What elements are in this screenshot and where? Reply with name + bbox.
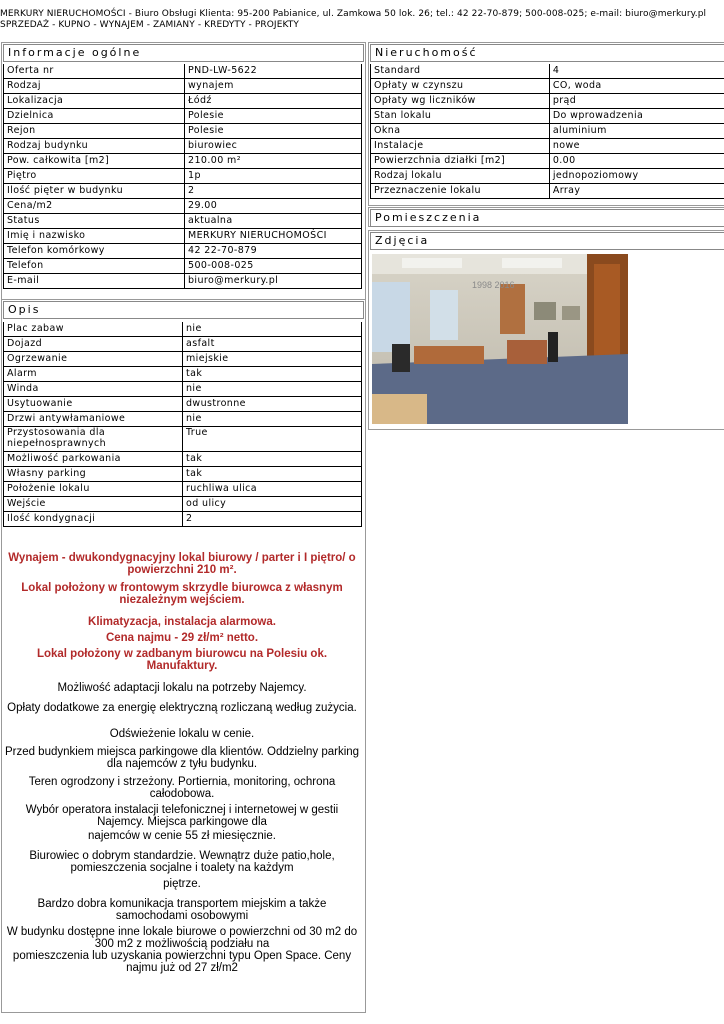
- opis-label: Winda: [3, 382, 183, 397]
- opis-value: ruchliwa ulica: [183, 482, 362, 497]
- description-paragraph: Przed budynkiem miejsca parkingowe dla klientów. Oddzielny parking dla najemców z tyłu budynku.: [4, 746, 360, 770]
- general-row: [3, 199, 362, 214]
- general-label: Rodzaj: [3, 79, 185, 94]
- general-label: Piętro: [3, 169, 185, 184]
- property-title: Nieruchomość: [370, 44, 724, 62]
- description-paragraph: Opłaty dodatkowe za energię elektryczną rozliczaną według zużycia.: [7, 702, 357, 714]
- opis-label: Przystosowania dla niepełnosprawnych: [3, 427, 183, 452]
- property-label: Okna: [370, 124, 550, 139]
- general-row: [3, 64, 362, 79]
- opis-row: [3, 322, 362, 337]
- description-paragraph: najemców w cenie 55 zł miesięcznie.: [88, 830, 276, 842]
- general-row: [3, 274, 362, 289]
- property-label: Standard: [370, 64, 550, 79]
- property-value: aluminium: [550, 124, 724, 139]
- opis-value: 2: [183, 512, 362, 527]
- general-row: [3, 184, 362, 199]
- general-row: [3, 109, 362, 124]
- property-label: Rodzaj lokalu: [370, 169, 550, 184]
- description-paragraph: Bardzo dobra komunikacja transportem miejskim a także samochodami osobowymi: [37, 898, 327, 922]
- general-label: E-mail: [3, 274, 185, 289]
- opis-row: [3, 482, 362, 497]
- general-value: Polesie: [185, 109, 362, 124]
- general-label: Status: [3, 214, 185, 229]
- opis-value: dwustronne: [183, 397, 362, 412]
- header: [0, 9, 706, 31]
- description-paragraph: piętrze.: [163, 878, 201, 890]
- opis-row: [3, 497, 362, 512]
- general-value: biurowiec: [185, 139, 362, 154]
- general-row: [3, 259, 362, 274]
- opis-title: Opis: [3, 301, 364, 319]
- property-row: [370, 79, 724, 94]
- opis-row: [3, 512, 362, 527]
- property-label: Stan lokalu: [370, 109, 550, 124]
- description-paragraph: Teren ogrodzony i strzeżony. Portiernia, monitoring, ochrona całodobowa.: [28, 776, 336, 800]
- general-row: [3, 244, 362, 259]
- opis-row: [3, 412, 362, 427]
- property-value: 0.00: [550, 154, 724, 169]
- property-value: nowe: [550, 139, 724, 154]
- opis-label: Położenie lokalu: [3, 482, 183, 497]
- description-highlight: Klimatyzacja, instalacja alarmowa.: [88, 616, 276, 628]
- opis-row: [3, 427, 362, 452]
- general-info-panel: [1, 42, 366, 300]
- header-services: SPRZEDAŻ - KUPNO - WYNAJEM - ZAMIANY - KREDYTY - PROJEKTY: [0, 20, 299, 30]
- property-label: Opłaty w czynszu: [370, 79, 550, 94]
- general-value: 42 22-70-879: [185, 244, 362, 259]
- description-paragraph: pomieszczenia lub uzyskania powierzchni typu Open Space. Ceny najmu już od 27 zł/m2: [12, 950, 352, 974]
- description-highlight: Cena najmu - 29 zł/m² netto.: [105, 632, 259, 644]
- opis-label: Dojazd: [3, 337, 183, 352]
- opis-value: nie: [183, 412, 362, 427]
- property-label: Przeznaczenie lokalu: [370, 184, 550, 199]
- opis-value: miejskie: [183, 352, 362, 367]
- opis-value: asfalt: [183, 337, 362, 352]
- general-label: Telefon: [3, 259, 185, 274]
- rooms-panel: [368, 207, 724, 227]
- description-highlight: Lokal położony w zadbanym biurowcu na Polesiu ok. Manufaktury.: [36, 648, 328, 672]
- general-row: [3, 169, 362, 184]
- description-paragraph: W budynku dostępne inne lokale biurowe o powierzchni od 30 m2 do 300 m2 z możliwością podziału na: [6, 926, 358, 950]
- property-label: Opłaty wg liczników: [370, 94, 550, 109]
- property-row: [370, 109, 724, 124]
- general-label: Imię i nazwisko: [3, 229, 185, 244]
- opis-row: [3, 382, 362, 397]
- general-row: [3, 229, 362, 244]
- general-label: Rejon: [3, 124, 185, 139]
- general-value: 1p: [185, 169, 362, 184]
- opis-value: nie: [183, 382, 362, 397]
- opis-row: [3, 397, 362, 412]
- rooms-title: Pomieszczenia: [370, 209, 724, 227]
- general-row: [3, 79, 362, 94]
- opis-label: Wejście: [3, 497, 183, 512]
- general-value: 2: [185, 184, 362, 199]
- general-label: Ilość pięter w budynku: [3, 184, 185, 199]
- description-paragraph: Biurowiec o dobrym standardzie. Wewnątrz duże patio,hole, pomieszczenia socjalne i toalety na każdym: [29, 850, 335, 874]
- general-value: 500-008-025: [185, 259, 362, 274]
- general-value: PND-LW-5622: [185, 64, 362, 79]
- opis-value: tak: [183, 367, 362, 382]
- property-row: [370, 184, 724, 199]
- opis-value: True: [183, 427, 362, 452]
- opis-label: Ogrzewanie: [3, 352, 183, 367]
- property-value: 4: [550, 64, 724, 79]
- general-value: 29.00: [185, 199, 362, 214]
- general-label: Rodzaj budynku: [3, 139, 185, 154]
- opis-label: Drzwi antywłamaniowe: [3, 412, 183, 427]
- opis-label: Własny parking: [3, 467, 183, 482]
- description-paragraph: Wybór operatora instalacji telefonicznej i internetowej w gestii Najemcy. Miejsca parkingowe dla: [25, 804, 339, 828]
- property-row: [370, 94, 724, 109]
- header-contact: MERKURY NIERUCHOMOŚCI - Biuro Obsługi Klienta: 95-200 Pabianice, ul. Zamkowa 50 lok. 26; tel.: 42 22-70-879; 500-008-025; e-mail: biuro@merkury.pl: [0, 9, 707, 19]
- opis-table: [3, 322, 362, 527]
- property-value: Do wprowadzenia: [550, 109, 724, 124]
- property-panel: [368, 42, 724, 206]
- opis-row: [3, 337, 362, 352]
- general-label: Pow. całkowita [m2]: [3, 154, 185, 169]
- property-table: [370, 64, 724, 199]
- opis-label: Usytuowanie: [3, 397, 183, 412]
- opis-row: [3, 367, 362, 382]
- opis-label: Możliwość parkowania: [3, 452, 183, 467]
- opis-value: tak: [183, 467, 362, 482]
- photos-title: Zdjęcia: [370, 232, 724, 250]
- opis-row: [3, 452, 362, 467]
- description-highlight: Wynajem - dwukondygnacyjny lokal biurowy / parter i I piętro/ o powierzchni 210 m².: [8, 552, 356, 576]
- general-row: [3, 139, 362, 154]
- opis-value: tak: [183, 452, 362, 467]
- general-row: [3, 214, 362, 229]
- property-value: prąd: [550, 94, 724, 109]
- property-row: [370, 154, 724, 169]
- opis-label: Ilość kondygnacji: [3, 512, 183, 527]
- opis-label: Plac zabaw: [3, 322, 183, 337]
- general-value: MERKURY NIERUCHOMOŚCI: [185, 229, 362, 244]
- property-value: CO, woda: [550, 79, 724, 94]
- general-value: wynajem: [185, 79, 362, 94]
- wall-year-text: 1998 2016: [472, 280, 515, 290]
- general-label: Dzielnica: [3, 109, 185, 124]
- general-value: aktualna: [185, 214, 362, 229]
- property-row: [370, 124, 724, 139]
- general-value: Łódź: [185, 94, 362, 109]
- general-row: [3, 124, 362, 139]
- general-label: Telefon komórkowy: [3, 244, 185, 259]
- opis-row: [3, 352, 362, 367]
- property-value: Array: [550, 184, 724, 199]
- property-label: Instalacje: [370, 139, 550, 154]
- general-value: biuro@merkury.pl: [185, 274, 362, 289]
- property-row: [370, 139, 724, 154]
- opis-value: nie: [183, 322, 362, 337]
- general-label: Lokalizacja: [3, 94, 185, 109]
- description-highlight: Lokal położony w frontowym skrzydle biurowca z własnym niezależnym wejściem.: [21, 582, 343, 606]
- description-paragraph: Odświeżenie lokalu w cenie.: [109, 728, 255, 740]
- general-value: 210.00 m²: [185, 154, 362, 169]
- property-value: jednopoziomowy: [550, 169, 724, 184]
- general-label: Oferta nr: [3, 64, 185, 79]
- office-photo[interactable]: [372, 254, 628, 424]
- general-label: Cena/m2: [3, 199, 185, 214]
- general-row: [3, 154, 362, 169]
- general-row: [3, 94, 362, 109]
- opis-label: Alarm: [3, 367, 183, 382]
- opis-value: od ulicy: [183, 497, 362, 512]
- general-info-table: [3, 64, 362, 289]
- opis-row: [3, 467, 362, 482]
- property-row: [370, 64, 724, 79]
- property-label: Powierzchnia działki [m2]: [370, 154, 550, 169]
- general-value: Polesie: [185, 124, 362, 139]
- property-row: [370, 169, 724, 184]
- general-info-title: Informacje ogólne: [3, 44, 364, 62]
- description-paragraph: Możliwość adaptacji lokalu na potrzeby Najemcy.: [57, 682, 307, 694]
